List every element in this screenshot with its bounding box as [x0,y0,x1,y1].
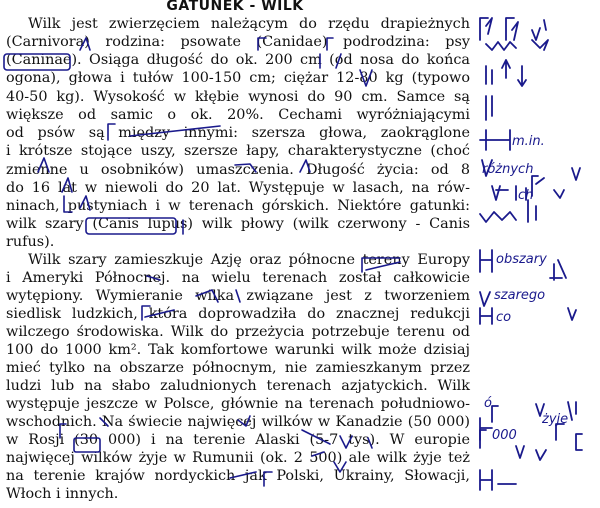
text-line: mieć tylko na obszarze północnym, nie zamieszkanym przez [6,360,470,376]
text-line: 100 do 1000 km². Tak komfortowe warunki wilk może dzisiaj [6,342,470,358]
text-line: wilczego środowiska. Wilk do przeżycia potrzebuje terenu od [6,324,470,340]
margin-note: ch [518,188,534,203]
text-line: ogona), głowa i tułów 100-150 cm; ciężar 12-80 kg (typowo [6,70,470,86]
text-line: rufus). [6,234,55,250]
text-line: Wilk jest zwierzęciem należącym do rzędu drapieżnych [28,16,470,32]
text-line: zmienne u osobników) umaszczenia. Długość życia: od 8 [6,162,470,178]
text-line: Włoch i innych. [6,486,119,502]
text-line: do 16 lat w niewoli do 20 lat. Występuje w lasach, na rów- [6,180,470,196]
text-line: (Caninae). Osiąga długość do ok. 200 cm (od nosa do końca [6,52,470,68]
margin-note: 000 [492,428,517,443]
margin-note: szarego [494,288,546,303]
text-line: od psów są między innymi: szersza głowa, zaokrąglone [6,125,470,141]
text-line: większe od samic o ok. 20%. Cechami wyróżniającymi [6,107,470,123]
margin-note: różnych [482,162,534,177]
margin-note: ó [484,396,492,411]
text-line: w Rosji (30 000) i na terenie Alaski (5-7 tys). W europie [6,432,470,448]
text-line: (Carnivora) rodzina: psowate (Canidae) podrodzina: psy [6,34,470,50]
text-line: wilk szary (Canis lupus) wilk płowy (wilk czerwony - Canis [6,216,470,232]
margin-note: m.in. [512,134,545,149]
text-line: występuje jeszcze w Polsce, głównie na terenach południowo- [6,396,470,412]
text-line: Wilk szary zamieszkuje Azję oraz północne tereny Europy [28,252,470,268]
margin-notes [476,0,600,508]
margin-note: żyje [542,412,569,427]
text-line: wschodnich. Na świecie najwięcej wilków w Kanadzie (50 000) [6,414,470,430]
page-title: GATUNEK - WILK [166,0,304,14]
text-line: najwięcej wilków żyje w Rumunii (ok. 2 500) ale wilk żyje też [6,450,470,466]
margin-note: co [496,310,512,325]
text-line: wytępiony. Wymieranie wilka związane jest z tworzeniem [6,288,470,304]
text-line: i Ameryki Północnej. na wielu terenach został całkowicie [6,270,470,286]
text-line: na terenie krajów nordyckich jak Polski, Ukrainy, Słowacji, [6,468,470,484]
text-line: ninach, pustyniach i w terenach górskich. Niektóre gatunki: [6,198,470,214]
text-line: siedlisk ludzkich, która doprowadziła do znacznej redukcji [6,306,470,322]
text-line: i krótsze stojące uszy, szersze łapy, charakterystyczne (choć [6,143,470,159]
margin-note: obszary [496,252,547,267]
text-line: 40-50 kg). Wysokość w kłębie wynosi do 90 cm. Samce są [6,89,470,105]
text-line: ludzi lub na słabo zaludnionych terenach azjatyckich. Wilk [6,378,470,394]
